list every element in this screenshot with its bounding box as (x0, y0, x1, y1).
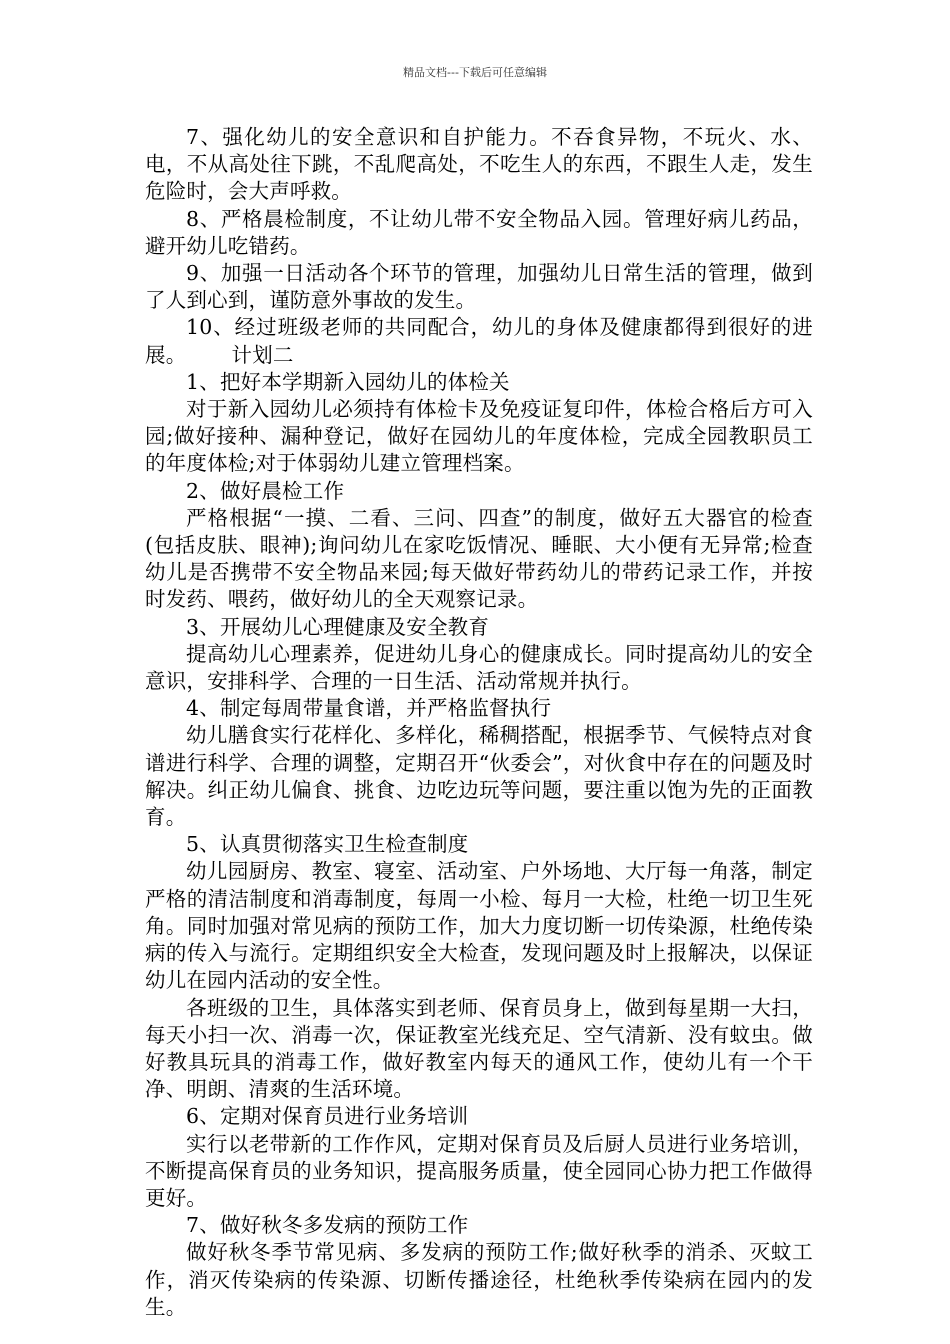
section-heading: 2、做好晨检工作 (186, 478, 345, 503)
paragraph: 9、加强一日活动各个环节的管理，加强幼儿日常生活的管理，做到了人到心到，谨防意外事故的发生。 (145, 261, 813, 313)
section-title-plan-two: 计划二 (231, 342, 294, 367)
paragraph-text: 10、经过班级老师的共同配合，幼儿的身体及健康都得到很好的进展。 (145, 315, 813, 367)
paragraph: 做好秋冬季节常见病、多发病的预防工作;做好秋季的消杀、灭蚊工作，消灭传染病的传染源、切断传播途径，杜绝秋季传染病在园内的发生。 (145, 1240, 813, 1319)
paragraph: 幼儿园厨房、教室、寝室、活动室、户外场地、大厅每一角落，制定严格的清洁制度和消毒制度，每周一小检、每月一大检，杜绝一切卫生死角。同时加强对常见病的预防工作，加大力度切断一切传染源，杜绝传染病的传入与流行。定期组织安全大检查，发现问题及时上报解决，以保证幼儿在园内活动的安全性。 (145, 859, 813, 993)
page-header: 精品文档---下载后可任意编辑 (403, 66, 547, 79)
paragraph: 各班级的卫生，具体落实到老师、保育员身上，做到每星期一大扫，每天小扫一次、消毒一次，保证教室光线充足、空气清新、没有蚊虫。做好教具玩具的消毒工作，做好教室内每天的通风工作，使幼儿有一个干净、明朗、清爽的生活环境。 (145, 995, 813, 1102)
paragraph: 幼儿膳食实行花样化、多样化，稀稠搭配，根据季节、气候特点对食谱进行科学、合理的调整，定期召开“伙委会”，对伙食中存在的问题及时解决。纠正幼儿偏食、挑食、边吃边玩等问题，要注重以饱为先的正面教育。 (145, 723, 813, 830)
section-heading: 5、认真贯彻落实卫生检查制度 (186, 832, 469, 857)
paragraph: 实行以老带新的工作作风，定期对保育员及后厨人员进行业务培训，不断提高保育员的业务知识，提高服务质量，使全园同心协力把工作做得更好。 (145, 1131, 813, 1210)
document-body (145, 124, 813, 1321)
section-heading: 7、做好秋冬多发病的预防工作 (186, 1213, 469, 1238)
section-heading: 3、开展幼儿心理健康及安全教育 (186, 614, 490, 639)
paragraph: 8、严格晨检制度，不让幼儿带不安全物品入园。管理好病儿药品，避开幼儿吃错药。 (145, 206, 813, 258)
paragraph: 7、强化幼儿的安全意识和自护能力。不吞食异物，不玩火、水、电，不从高处往下跳，不乱爬高处，不吃生人的东西，不跟生人走，发生危险时，会大声呼救。 (145, 125, 813, 204)
paragraph: 严格根据“一摸、二看、三问、四查”的制度，做好五大器官的检查(包括皮肤、眼神);询问幼儿在家吃饭情况、睡眠、大小便有无异常;检查幼儿是否携带不安全物品来园;每天做好带药幼儿的带药记录工作，并按时发药、喂药，做好幼儿的全天观察记录。 (145, 505, 813, 612)
paragraph: 对于新入园幼儿必须持有体检卡及免疫证复印件，体检合格后方可入园;做好接种、漏种登记，做好在园幼儿的年度体检，完成全园教职员工的年度体检;对于体弱幼儿建立管理档案。 (145, 397, 813, 476)
paragraph: 提高幼儿心理素养，促进幼儿身心的健康成长。同时提高幼儿的安全意识，安排科学、合理的一日生活、活动常规并执行。 (145, 641, 813, 694)
section-heading: 4、制定每周带量食谱，并严格监督执行 (186, 696, 552, 721)
section-heading: 1、把好本学期新入园幼儿的体检关 (186, 369, 510, 394)
paragraph (145, 314, 813, 368)
section-heading: 6、定期对保育员进行业务培训 (186, 1104, 469, 1129)
